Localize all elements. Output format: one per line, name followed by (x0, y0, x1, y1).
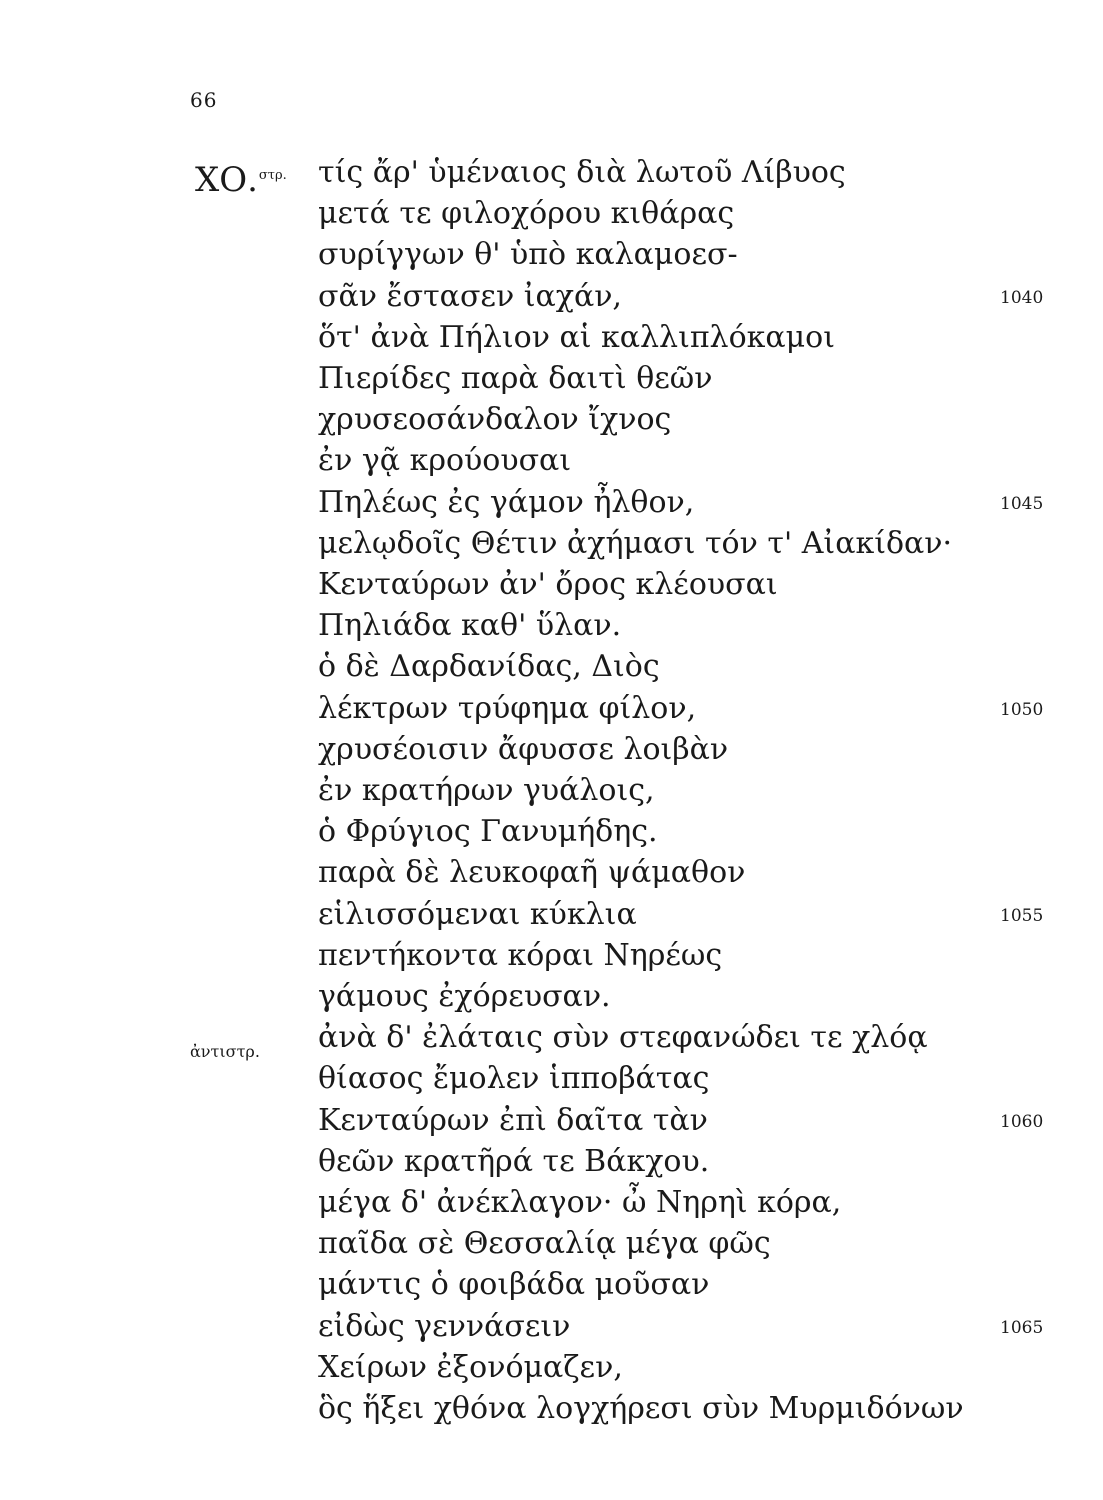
verse-line: εἰδὼς γεννάσειν (318, 1308, 571, 1344)
verse-line: ὃς ἥξει χθόνα λογχήρεσι σὺν Μυρμιδόνων (318, 1391, 964, 1426)
verse-line: ὁ δὲ Δαρδανίδας, Διὸς (318, 649, 660, 685)
verse-line: θίασος ἔμολεν ἱπποβάτας (318, 1061, 710, 1097)
verse-line: Πηλιάδα καθ' ὕλαν. (318, 608, 622, 644)
verse-line: γάμους ἐχόρευσαν. (318, 979, 611, 1014)
verse-line: μέγα δ' ἀνέκλαγον· ὦ Νηρηὶ κόρα, (318, 1185, 842, 1220)
line-number: 1050 (1000, 699, 1044, 720)
verse-line: μετά τε φιλοχόρου κιθάρας (318, 196, 735, 232)
verse-line: παῖδα σὲ Θεσσαλίᾳ μέγα φῶς (318, 1226, 771, 1262)
verse-line: χρυσεοσάνδαλον ἴχνος (318, 402, 672, 438)
verse-line: πεντήκοντα κόραι Νηρέως (318, 937, 723, 973)
verse-line: Χείρων ἐξονόμαζεν, (318, 1349, 623, 1385)
verse-line: Πηλέως ἐς γάμον ἦλθον, (318, 484, 695, 520)
verse-line: συρίγγων θ' ὑπὸ καλαμοεσ- (318, 237, 738, 273)
verse-line: σᾶν ἔστασεν ἰαχάν, (318, 278, 622, 314)
verse-line: ὅτ' ἀνὰ Πήλιον αἱ καλλιπλόκαμοι (318, 319, 835, 355)
line-number: 1060 (1000, 1111, 1044, 1132)
line-number: 1045 (1000, 493, 1044, 514)
verse-line: μελῳδοῖς Θέτιν ἀχήμασι τόν τ' Αἰακίδαν· (318, 525, 953, 561)
verse-line: λέκτρων τρύφημα φίλον, (318, 690, 697, 726)
verse-line: ὁ Φρύγιος Γανυμήδης. (318, 814, 658, 850)
strophe-label: στρ. (258, 167, 287, 183)
verse-line: ἀνὰ δ' ἐλάταις σὺν στεφανώδει τε χλόᾳ (318, 1020, 928, 1056)
line-number: 1055 (1000, 905, 1044, 926)
antistrophe-label: ἀντιστρ. (190, 1042, 260, 1061)
verse-line: ἐν γᾷ κρούουσαι (318, 443, 572, 479)
verse-line: χρυσέοισιν ἄφυσσε λοιβὰν (318, 731, 729, 767)
verse-line: μάντις ὁ φοιβάδα μοῦσαν (318, 1267, 710, 1303)
line-number: 1065 (1000, 1317, 1044, 1338)
verse-line: εἱλισσόμεναι κύκλια (318, 896, 637, 932)
verse-line: Πιερίδες παρὰ δαιτὶ θεῶν (318, 361, 713, 396)
verse-line: θεῶν κρατῆρά τε Βάκχου. (318, 1143, 710, 1179)
line-number: 1040 (1000, 287, 1044, 308)
verse-line: ἐν κρατήρων γυάλοις, (318, 773, 655, 808)
speaker-name: ΧΟ. (195, 160, 258, 200)
verse-line: Κενταύρων ἀν' ὄρος κλέουσαι (318, 567, 778, 602)
verse-line: παρὰ δὲ λευκοφαῆ ψάμαθον (318, 855, 746, 891)
verse-line: Κενταύρων ἐπὶ δαῖτα τὰν (318, 1102, 708, 1138)
page-number: 66 (190, 88, 218, 112)
verse-line: τίς ἄρ' ὑμέναιος διὰ λωτοῦ Λίβυος (318, 155, 846, 190)
